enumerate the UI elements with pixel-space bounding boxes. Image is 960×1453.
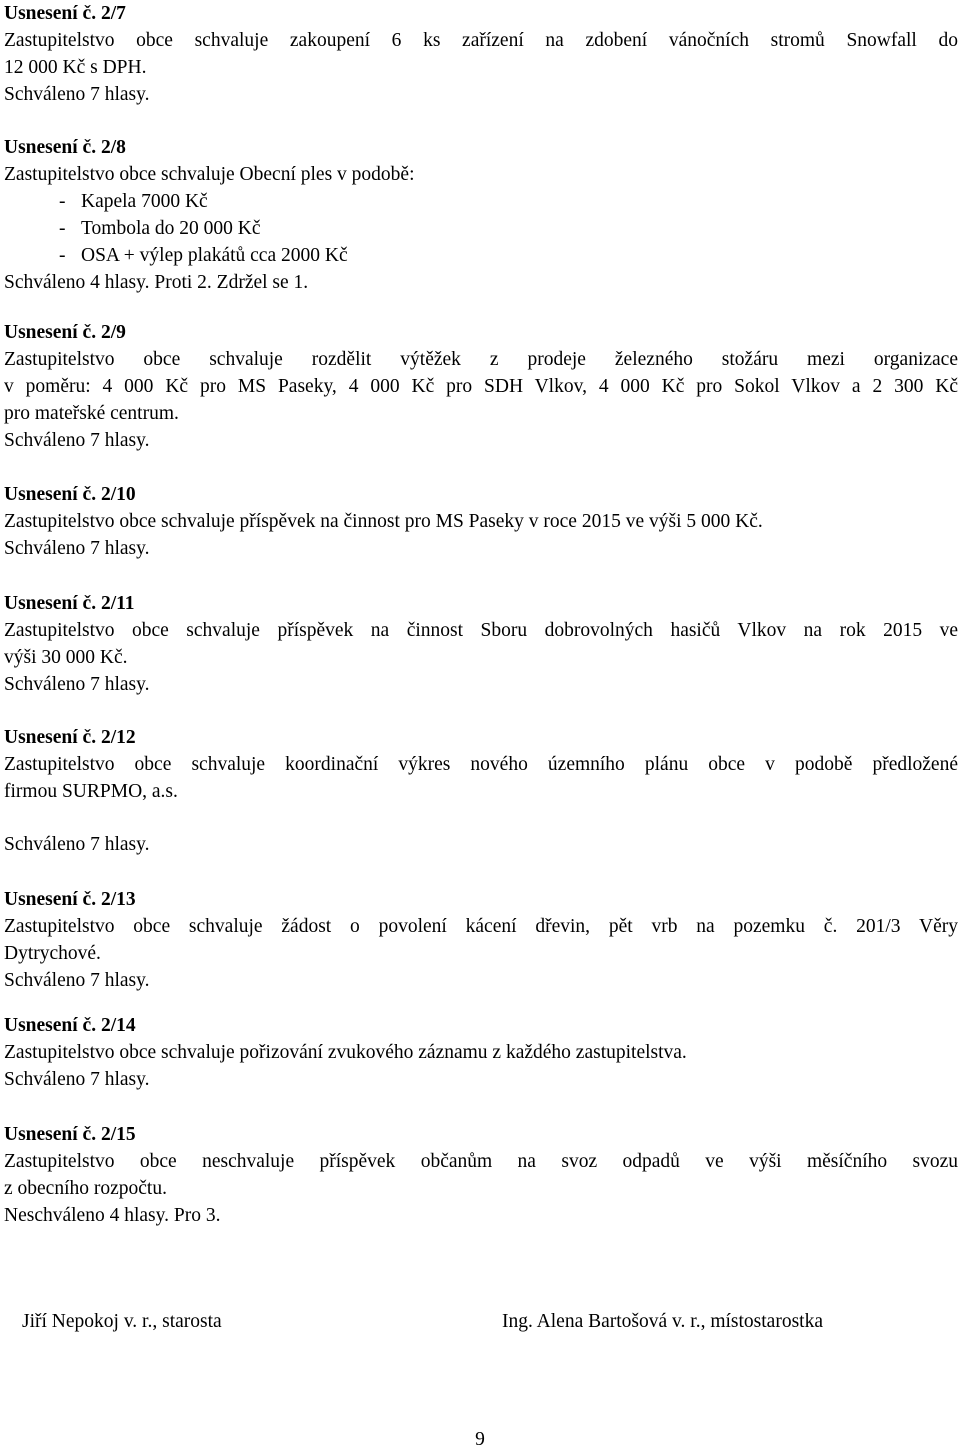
list-dash: - xyxy=(59,245,66,266)
resolution-text-line: Zastupitelstvo obce schvaluje rozdělit výtěžek z prodeje železného stožáru mezi organizace xyxy=(4,349,958,370)
resolution-text-line: Zastupitelstvo obce schvaluje zakoupení 6 ks zařízení na zdobení vánočních stromů Snowfall do xyxy=(4,30,958,51)
resolution-2-13 xyxy=(4,886,958,994)
page-number: 9 xyxy=(475,1429,485,1450)
resolution-heading: Usnesení č. 2/15 xyxy=(4,1124,136,1145)
list-dash: - xyxy=(59,191,66,212)
resolution-heading: Usnesení č. 2/14 xyxy=(4,1015,136,1036)
resolution-result: Schváleno 7 hlasy. xyxy=(4,84,150,105)
resolution-result: Schváleno 7 hlasy. xyxy=(4,538,150,559)
list-item-text: Kapela 7000 Kč xyxy=(81,191,208,212)
resolution-2-8 xyxy=(4,134,958,296)
resolution-heading: Usnesení č. 2/9 xyxy=(4,322,126,343)
list-dash: - xyxy=(59,218,66,239)
resolution-2-7 xyxy=(4,0,958,108)
list-item-text: Tombola do 20 000 Kč xyxy=(81,218,261,239)
resolution-text-line: Zastupitelstvo obce schvaluje příspěvek na činnost pro MS Paseky v roce 2015 ve výši 5 000 Kč. xyxy=(4,511,763,532)
resolution-text-line: firmou SURPMO, a.s. xyxy=(4,781,178,802)
resolution-heading: Usnesení č. 2/11 xyxy=(4,593,135,614)
resolution-heading: Usnesení č. 2/10 xyxy=(4,484,136,505)
resolution-text-line: v poměru: 4 000 Kč pro MS Paseky, 4 000 Kč pro SDH Vlkov, 4 000 Kč pro Sokol Vlkov a 2 300 Kč xyxy=(4,376,958,397)
resolution-heading: Usnesení č. 2/12 xyxy=(4,727,136,748)
resolution-text-line: Dytrychové. xyxy=(4,943,101,964)
resolution-text-line: Zastupitelstvo obce schvaluje Obecní ples v podobě: xyxy=(4,164,415,185)
resolution-2-14 xyxy=(4,1012,958,1093)
list-item xyxy=(4,188,958,215)
signatures xyxy=(0,1308,960,1335)
resolution-2-9 xyxy=(4,319,958,454)
resolution-text-line: Zastupitelstvo obce schvaluje pořizování zvukového záznamu z každého zastupitelstva. xyxy=(4,1042,687,1063)
list-item xyxy=(4,242,958,269)
resolution-text-line: z obecního rozpočtu. xyxy=(4,1178,167,1199)
resolution-result: Schváleno 7 hlasy. xyxy=(4,1069,150,1090)
resolution-text-line: výši 30 000 Kč. xyxy=(4,647,128,668)
resolution-2-15 xyxy=(4,1121,958,1229)
resolution-heading: Usnesení č. 2/8 xyxy=(4,137,126,158)
resolution-text-line: Zastupitelstvo obce schvaluje příspěvek na činnost Sboru dobrovolných hasičů Vlkov na rok 2015 ve xyxy=(4,620,958,641)
resolution-result: Neschváleno 4 hlasy. Pro 3. xyxy=(4,1205,221,1226)
resolution-result: Schváleno 7 hlasy. xyxy=(4,834,150,855)
signature-mayor: Jiří Nepokoj v. r., starosta xyxy=(22,1311,222,1332)
resolution-2-10 xyxy=(4,481,958,562)
signature-deputy-mayor: Ing. Alena Bartošová v. r., místostarostka xyxy=(502,1311,823,1332)
resolution-text-line: 12 000 Kč s DPH. xyxy=(4,57,147,78)
resolution-text-line: Zastupitelstvo obce schvaluje koordinační výkres nového územního plánu obce v podobě předložené xyxy=(4,754,958,775)
resolution-text-line: pro mateřské centrum. xyxy=(4,403,179,424)
resolution-heading: Usnesení č. 2/13 xyxy=(4,889,136,910)
list-item xyxy=(4,215,958,242)
resolution-heading: Usnesení č. 2/7 xyxy=(4,3,126,24)
resolution-result: Schváleno 7 hlasy. xyxy=(4,970,150,991)
resolution-result: Schváleno 4 hlasy. Proti 2. Zdržel se 1. xyxy=(4,272,309,293)
list-item-text: OSA + výlep plakátů cca 2000 Kč xyxy=(81,245,348,266)
resolution-text-line: Zastupitelstvo obce neschvaluje příspěvek občanům na svoz odpadů ve výši měsíčního svozu xyxy=(4,1151,958,1172)
resolution-text-line: Zastupitelstvo obce schvaluje žádost o povolení kácení dřevin, pět vrb na pozemku č. 201/3 Věry xyxy=(4,916,958,937)
resolution-2-11 xyxy=(4,590,958,698)
resolution-result: Schváleno 7 hlasy. xyxy=(4,674,150,695)
resolution-2-12 xyxy=(4,724,958,858)
resolution-result: Schváleno 7 hlasy. xyxy=(4,430,150,451)
